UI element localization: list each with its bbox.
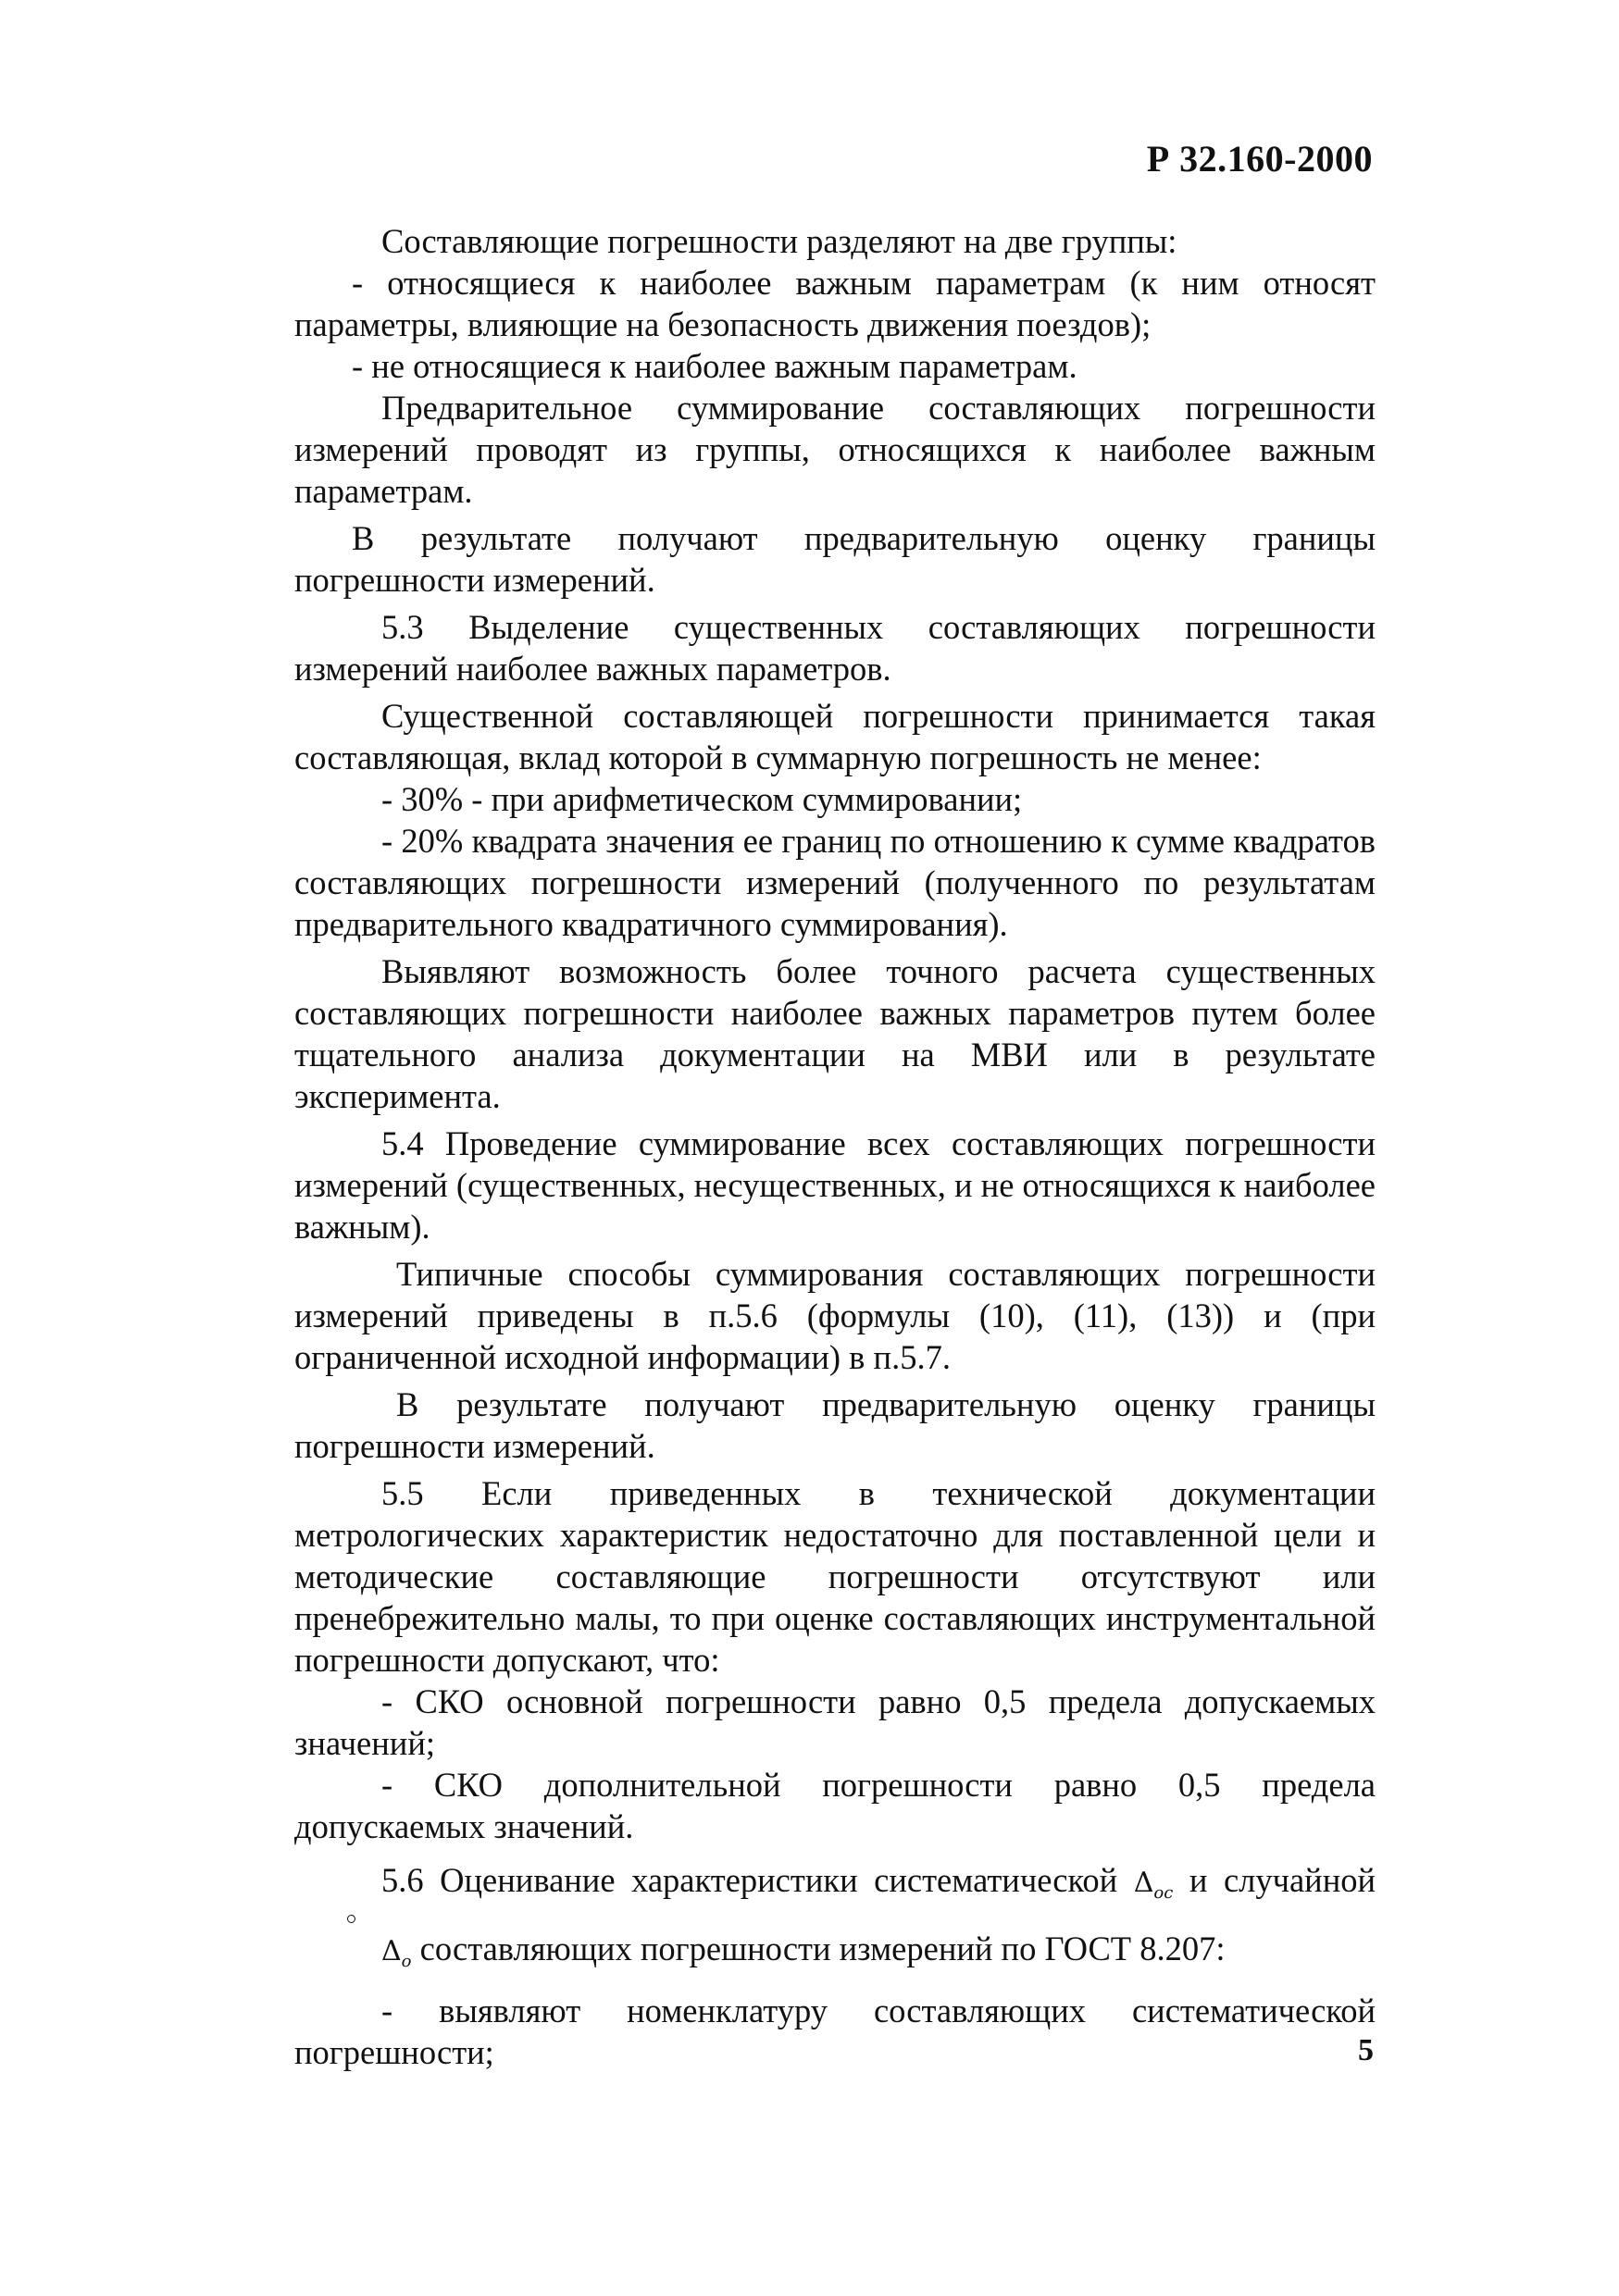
section-heading-5-5: 5.5 Если приведенных в технической документации метрологических характеристик недостаточно для поставленной цели и методические составляющие погрешности отсутствуют или пренебрежительно малы, то при оценке составляющих инструментальной погрешности допускают, что:	[294, 1474, 1376, 1679]
document-code: Р 32.160-2000	[1146, 138, 1373, 180]
para-5-6-text-3: составляющих погрешности измерений по ГОСТ 8.207:	[419, 1930, 1226, 1967]
delta-symbol: Δ	[381, 1935, 402, 1967]
list-item: - относящиеся к наиболее важным параметрам (к ним относят параметры, влияющие на безопасность движения поездов);	[294, 264, 1376, 343]
body-text	[294, 220, 1376, 2073]
list-item: - СКО дополнительной погрешности равно 0,5 предела допускаемых значений.	[294, 1766, 1376, 1845]
paragraph: В результате получают предварительную оценку границы погрешности измерений.	[294, 1385, 1376, 1465]
list-item: - 20% квадрата значения ее границ по отношению к сумме квадратов составляющих погрешности измерений (полученного по результатам предварительного квадратичного суммирования).	[294, 822, 1376, 943]
section-heading-5-4: 5.4 Проведение суммирование всех составляющих погрешности измерений (существенных, несущественных, и не относящихся к наиболее важным).	[294, 1124, 1376, 1246]
paragraph: Типичные способы суммирования составляющих погрешности измерений приведены в п.5.6 (формулы (10), (11), (13)) и (при ограниченной исходной информации) в п.5.7.	[294, 1255, 1376, 1376]
delta-subscript: о	[401, 1952, 412, 1971]
delta-systematic-symbol	[1133, 1867, 1174, 1903]
paragraph: Выявляют возможность более точного расчета существенных составляющих погрешности наиболее важных параметров путем более тщательного анализа документации на МВИ или в результате эксперимента.	[294, 952, 1376, 1115]
section-heading-5-3: 5.3 Выделение существенных составляющих погрешности измерений наиболее важных параметров.	[294, 608, 1376, 688]
paragraph: Предварительное суммирование составляющих погрешности измерений проводят из группы, относящихся к наиболее важным параметрам.	[294, 389, 1376, 510]
para-5-6-text-1: 5.6 Оценивание характеристики систематической	[381, 1861, 1118, 1899]
list-item: - выявляют номенклатуру составляющих систематической погрешности;	[294, 1992, 1376, 2071]
paragraph: Существенной составляющей погрешности принимается такая составляющая, вклад которой в суммарную погрешность не менее:	[294, 697, 1376, 776]
delta-symbol: Δ	[1133, 1867, 1154, 1899]
list-item: - СКО основной погрешности равно 0,5 предела допускаемых значений;	[294, 1682, 1376, 1762]
delta-subscript: ос	[1153, 1883, 1174, 1903]
section-heading-5-6	[294, 1853, 1376, 1990]
paragraph: Составляющие погрешности разделяют на две группы:	[381, 222, 1177, 260]
delta-random-symbol	[294, 1924, 412, 1990]
list-item: - не относящиеся к наиболее важным параметрам.	[352, 347, 1077, 385]
list-item: - 30% - при арифметическом суммировании;	[381, 780, 1023, 818]
para-5-6-text-2: и случайной	[1189, 1861, 1376, 1899]
page-number: 5	[1358, 2033, 1374, 2067]
paragraph: В результате получают предварительную оценку границы погрешности измерений.	[294, 519, 1376, 599]
